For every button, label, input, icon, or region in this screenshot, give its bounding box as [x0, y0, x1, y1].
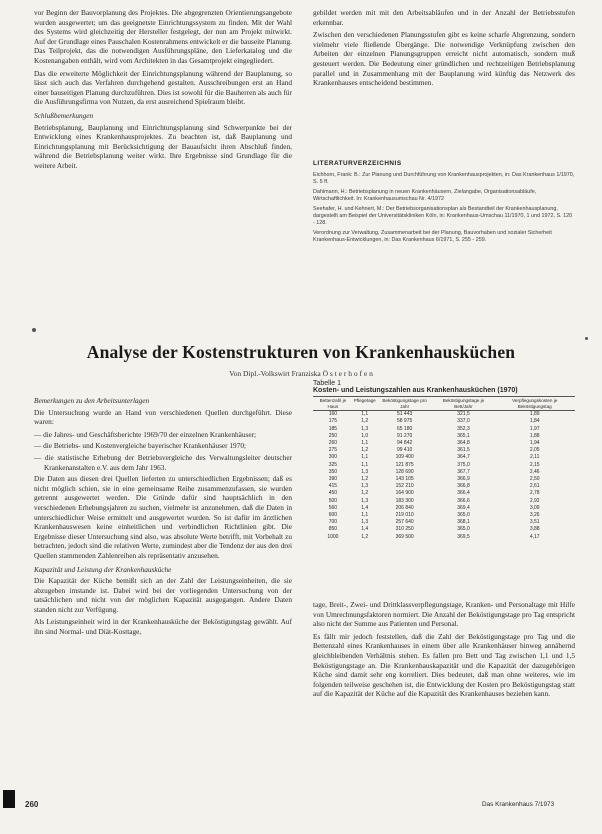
table-row — [313, 426, 575, 433]
source-list-item: — die statistische Erhebung der Betriebsvergleiche des Verwaltungsleiter deutscher Krankenanstalten e.V. aus dem Jahr 1963. — [34, 452, 292, 472]
byline-prefix: Von Dipl.-Volkswirt Franziska — [229, 369, 321, 378]
table-cell: 260 — [328, 440, 338, 446]
table-row — [313, 440, 575, 447]
table-row — [313, 411, 575, 419]
table-cell: 321,5 — [457, 411, 470, 418]
table-cell: 2,46 — [529, 468, 540, 475]
upper-left-column — [34, 8, 292, 174]
table-cell: 1,1 — [361, 461, 369, 468]
table-cell: 2,15 — [529, 461, 540, 468]
table-header: Beköstigungstage je Bett/Jahr — [433, 397, 495, 411]
source-list-item: — die Betriebs- und Kostenvergleiche bayerischer Krankenhäuser 1970; — [34, 441, 247, 451]
table-cell: 300 — [328, 454, 338, 461]
section-heading-arbeitsunterlagen: Bemerkungen zu den Arbeitsunterlagen — [34, 396, 150, 405]
table-cell: 185 — [328, 425, 338, 432]
table-cell: 164 900 — [395, 490, 414, 497]
references-heading: LITERATURVERZEICHNIS — [313, 160, 402, 167]
page-number: 260 — [25, 800, 39, 809]
table-cell: 1,1 — [361, 454, 369, 461]
section-heading-kapazitaet: Kapazität und Leistung der Krankenhausküche — [34, 564, 172, 574]
references — [313, 160, 575, 247]
lower-left-paragraph-3: Die Kapazität der Küche bemißt sich an der Zahl der Leistungseinheiten, die sie abzugeben imstande ist. Dabei wird bei der vorliegenden Untersuchung von der tatsächlichen und nicht von der möglichen Kapazität ausgegangen. Andere Daten standen nicht zur Verfügung. — [34, 576, 292, 614]
table-cell: 365,1 — [457, 432, 470, 439]
table-cell: 2,05 — [529, 447, 540, 454]
table-cell: 369,4 — [457, 504, 470, 511]
table-cell: 368,1 — [457, 519, 470, 526]
table-cell: 366,9 — [457, 476, 470, 483]
table-cell: 183 300 — [395, 497, 414, 504]
table-cell: 1,1 — [361, 411, 369, 418]
cost-table-block — [313, 380, 575, 541]
table-cell: 2,61 — [529, 483, 540, 490]
table-cell: 1,2 — [361, 447, 369, 454]
table-cell: 1,2 — [361, 418, 369, 425]
cost-table — [313, 396, 575, 541]
table-cell: 1,88 — [529, 432, 540, 439]
table-row — [313, 498, 575, 505]
article-byline — [0, 369, 602, 378]
table-label: Tabelle 1 — [313, 380, 342, 387]
lower-right-paragraph-2: Es fällt mir jedoch feststellen, daß die Zahl der Beköstigungstage pro Tag und die Bettenzahl eines Krankenhauses in einem über alle Krankenhäuser hinweg annähernd gleichbleibenden Verhältnis stehen. Es fallen pro Bett und Tag zwischen 1,1 und 1,5 Beköstigungstage an. Die Krankenhauskapazität und die Kapazität der dazugehörigen Küche sind damit sehr eng korreliert. Dies bedeutet, daß man ohne weiteres, wie im folgenden teilweise geschehen ist, die Entwicklung der Kosten pro Beköstigungstag statt auf die Kapazität der Küche auf die Kapazität des Krankenhauses beziehen kann. — [313, 631, 575, 699]
upper-left-paragraph-2: Das die erweiterte Möglichkeit der Einrichtungsplanung während der Bauplanung, so lässt sich auch das Verfahren durchgehend gestalten. Ausschreibungen erst an Hand einer bauseitigen Planung durchzuführen. Dies ist sowohl für die Bauherren als auch für die Ausführungsfirma von Nutzen, da erst ausreichend Spielraum bleibt. — [34, 68, 292, 107]
table-cell: 257 640 — [395, 519, 414, 526]
table-cell: 143 105 — [395, 476, 414, 483]
table-cell: 365,0 — [457, 526, 470, 533]
table-cell: 1,1 — [361, 440, 369, 446]
table-cell: 3,88 — [529, 526, 540, 533]
table-cell: 390 — [328, 476, 338, 483]
table-row — [313, 454, 575, 461]
upper-left-subheading: Schlußbemerkungen — [34, 110, 94, 120]
table-cell: 325 — [328, 461, 338, 468]
table-cell: 91 270 — [396, 432, 413, 439]
table-row — [313, 433, 575, 440]
table-cell: 500 — [328, 497, 338, 504]
table-cell: 2,50 — [529, 476, 540, 483]
table-cell: 369 500 — [395, 533, 414, 540]
table-cell: 366,8 — [457, 483, 470, 490]
table-row — [313, 462, 575, 469]
table-cell: 310 250 — [395, 526, 414, 533]
table-cell: 219 010 — [395, 512, 414, 519]
table-cell: 850 — [328, 526, 338, 533]
table-cell: 364,8 — [457, 440, 470, 446]
table-row — [313, 505, 575, 512]
table-cell: 175 — [328, 418, 338, 425]
table-cell: 369,5 — [457, 533, 470, 540]
table-cell: 121 875 — [395, 461, 414, 468]
table-cell: 1,1 — [361, 512, 369, 519]
table-cell: 1,3 — [361, 468, 369, 475]
table-cell: 152 210 — [395, 483, 414, 490]
table-cell: 361,5 — [457, 447, 470, 454]
table-cell: 160 — [328, 411, 338, 418]
table-cell: 1,0 — [361, 432, 369, 439]
scan-edge-mark — [3, 790, 15, 808]
table-cell: 109 400 — [395, 454, 414, 461]
table-cell: 1000 — [327, 533, 339, 540]
table-cell: 51 443 — [396, 411, 413, 418]
article-title: Analyse der Kostenstrukturen von Krankenhausküchen — [86, 342, 516, 362]
table-cell: 1,3 — [361, 497, 369, 504]
reference-item: Dahlmann, H.: Betriebsplanung in neuen Krankenhäusern, Zielangabe, Organisationsabläufe, Wirtschaftlichkeit. In: Krankenhausumschau Nr. 4/1972 — [313, 189, 537, 202]
table-cell: 206 840 — [395, 504, 414, 511]
lower-left-column — [34, 392, 292, 640]
scan-speck — [32, 328, 36, 332]
lower-left-intro: Die Untersuchung wurde an Hand von verschiedenen Quellen durchgeführt. Diese waren: — [34, 407, 292, 427]
table-cell: 1,94 — [529, 440, 540, 446]
upper-left-closing-paragraph: Betriebsplanung, Bauplanung und Einrichtungsplanung sind Schwerpunkte bei der Entwicklung eines Krankenhausprojektes. Zu beachten ist, daß Bauplanung und Einrichtungsplanung mit Berücksichtigung der Bauaufsicht ihren Abschluß finden, während die Betriebsplanung weiter wirkt. Ihre Ergebnisse sind Grundlage für die weitere Arbeit. — [34, 122, 292, 170]
table-row — [313, 447, 575, 454]
table-row — [313, 418, 575, 425]
table-header: Beköstigungstage pro Jahr — [377, 397, 433, 411]
table-cell: 3,51 — [529, 519, 540, 526]
table-cell: 2,92 — [529, 497, 540, 504]
table-cell: 4,17 — [529, 533, 540, 540]
table-cell: 65 180 — [396, 425, 413, 432]
table-cell: 2,11 — [530, 454, 540, 461]
table-header: Bettenzahl je Haus — [313, 397, 353, 411]
table-row — [313, 476, 575, 483]
table-cell: 275 — [328, 447, 338, 454]
lower-right-column — [313, 600, 575, 702]
table-cell: 337,0 — [457, 418, 470, 425]
table-cell: 1,3 — [361, 483, 369, 490]
table-cell: 58 975 — [396, 418, 413, 425]
table-row — [313, 490, 575, 497]
table-cell: 1,2 — [361, 533, 369, 540]
table-cell: 450 — [328, 490, 338, 497]
upper-right-paragraph-2: Zwischen den verschiedenen Planungsstufen gibt es keine scharfe Abgrenzung, sondern vielmehr viele fließende Übergänge. Die notwendige Verknüpfung zwischen den Arbeiten der einzelnen Planungsgruppen erreicht nicht automatisch, sondern muß gesteuert werden. Die Bedeutung einer gründlichen und rechtzeitigen Betriebsplanung parallel und in Zusammenhang mit der Bauplanung wird künftig das Netzwerk des Krankenhauses entscheidend bestimmen. — [313, 30, 575, 88]
table-row — [313, 512, 575, 519]
lower-left-paragraph-4: Als Leistungseinheit wird in der Krankenhausküche der Beköstigungstag gewählt. Auf ihn sind Normal- und Diät-Kosttage, — [34, 617, 292, 637]
lower-left-paragraph-2: Die Daten aus diesen drei Quellen lieferten zu unterschiedlichen Ergebnissen; daß es nicht möglich schien, sie in eine gemeinsame Reihe zusammenzufassen, sie wurden getrennt ausgewertet werden. Die Gründe dafür sind hauptsächlich in den verschiedenen Erhebungsjahren zu suchen, vielmehr ist anzunehmen, daß die Daten in unterschiedlicher Weise ermittelt und ausgewertet wurden. So ist dafür im ärztlichen Krankenhauswesen keine einheitlichen und verbindlichen Richtlinien gibt. Die Ergebnisse dieser Untersuchung sind also, was absolute Werte betrifft, mit Vorbehalt zu betrachten, jedoch sind die relativen Werte, zumindest aber die Tendenz der aus den drei Quellen stammenden Zahlenreihen als repräsentativ anzusehen. — [34, 474, 292, 560]
table-cell: 1,89 — [529, 411, 540, 418]
table-cell: 99 410 — [396, 447, 413, 454]
table-caption: Kosten- und Leistungszahlen aus Krankenhausküchen (1970) — [313, 387, 518, 394]
table-cell: 366,6 — [457, 497, 470, 504]
table-cell: 1,4 — [361, 504, 369, 511]
table-cell: 365,0 — [457, 512, 470, 519]
table-header: Verpflegungskosten je Beköstigungstag — [494, 397, 575, 411]
table-cell: 415 — [328, 483, 338, 490]
table-cell: 2,78 — [529, 490, 540, 497]
table-row — [313, 534, 575, 541]
upper-right-column — [313, 8, 575, 91]
reference-item: Verordnung zur Verwaltung, Zusammenarbeit bei der Planung, Bauvorhaben und sozialer Sicherheit Krankenhaus-Entwicklungen, in: Das Krankenhaus 6/1971, S. 255 - 259. — [313, 230, 552, 243]
table-cell: 352,3 — [457, 425, 470, 432]
table-cell: 364,7 — [457, 454, 470, 461]
table-cell: 600 — [328, 512, 338, 519]
table-cell: 1,3 — [361, 425, 369, 432]
table-header: Pflegetage — [353, 397, 377, 411]
table-cell: 367,7 — [457, 468, 470, 475]
table-cell: 366,4 — [457, 490, 470, 497]
scan-speck — [585, 337, 588, 340]
table-cell: 1,2 — [361, 490, 369, 497]
source-list-item: — die Jahres- und Geschäftsberichte 1969/70 der einzelnen Krankenhäuser; — [34, 429, 257, 439]
upper-right-paragraph-1: gebildet werden mit mit den Arbeitsabläufen und in der Anzahl der Betriebsstufen erkennbar. — [313, 8, 575, 27]
table-cell: 3,26 — [529, 512, 540, 519]
table-cell: 1,97 — [529, 425, 540, 432]
table-header-row — [313, 397, 575, 411]
journal-reference: Das Krankenhaus 7/1973 — [482, 801, 555, 808]
table-cell: 3,09 — [529, 504, 540, 511]
table-row — [313, 469, 575, 476]
table-cell: 1,4 — [361, 526, 369, 533]
reference-item: Seehafer, H. und Kehnert, M.: Der Betriebsorganisationsplan als Bestandteil der Krankenhausplanung, dargestellt am Beispiel der Universitätskliniken Köln, in: Krankenhaus-Umschau 11/1970, 1 und 1972, S. 120 - 128. — [313, 206, 573, 226]
table-cell: 94 842 — [396, 440, 413, 446]
table-cell: 1,2 — [361, 476, 369, 483]
table-cell: 560 — [328, 504, 338, 511]
table-cell: 350 — [328, 468, 338, 475]
table-row — [313, 519, 575, 526]
reference-item: Eichhorn, Frank: B.: Zur Planung und Durchführung von Krankenhausprojekten, in: Das Krankenhaus 1/1970, S. 5 ff. — [313, 172, 575, 185]
lower-right-paragraph-1: tage, Breit-, Zwei- und Drittklassverpflegungstage, Kranken- und Personaltage mit Hilfe von Umrechnungsfaktoren normiert. Die Anzahl der Beköstigungstage pro Tag entspricht also nicht der Summe aus Patienten und Personal. — [313, 600, 575, 629]
table-cell: 1,84 — [529, 418, 540, 425]
table-cell: 1,3 — [361, 519, 369, 526]
table-cell: 128 690 — [395, 468, 414, 475]
table-cell: 700 — [328, 519, 338, 526]
table-row — [313, 483, 575, 490]
upper-left-paragraph-1: vor Beginn der Bauvorplanung des Projektes. Die abgegrenzten Orientierungsangebote wurden ausgewertet; um das geeignetste Einrichtungssystem zu finden. Mit der Wahl des Systems wird gleichzeitig der Hersteller festgelegt, der nun am Projekt mitwirkt. Auf der Grundlage eines Pauschalen Kostenrahmens entwickelt er die bauseite Planung. Das Teilprojekt, das die notwendigen Ausführungspläne, den Lieferkatalog und die Kostenangaben enthält, wird vom Architekten in das Gesamtprojekt eingegliedert. — [34, 8, 292, 65]
table-cell: 375,0 — [457, 461, 470, 468]
byline-name: Ö s t e r h o f e n — [322, 369, 373, 378]
table-cell: 250 — [328, 432, 338, 439]
table-row — [313, 526, 575, 533]
